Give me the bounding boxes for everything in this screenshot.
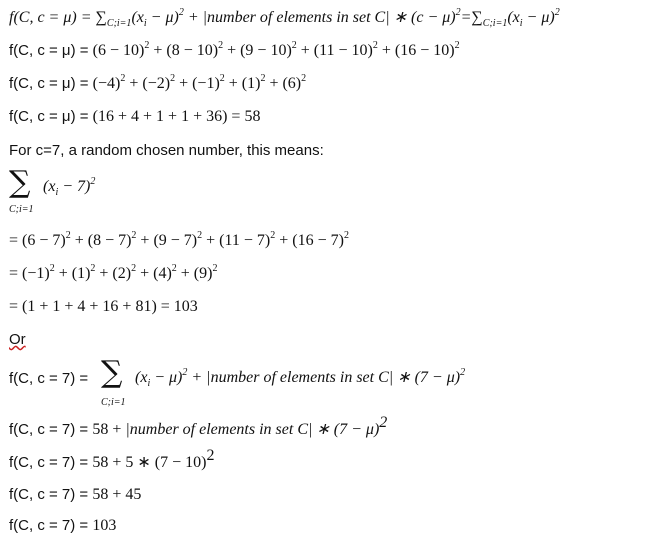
exponent: 2 bbox=[301, 73, 307, 84]
exponent: 2 bbox=[343, 230, 349, 241]
formula-lhs: f(C, c = μ) = bbox=[9, 108, 93, 125]
term: + (2) bbox=[95, 265, 132, 282]
term: (6 − 10) bbox=[92, 42, 145, 59]
index: i bbox=[143, 18, 147, 29]
formula-lhs: f(C, c = μ) = bbox=[9, 42, 93, 59]
term: + (1) bbox=[54, 265, 91, 282]
term: (x bbox=[135, 369, 148, 386]
sum-expression bbox=[9, 165, 129, 220]
exponent: 2 bbox=[120, 73, 126, 84]
term: + (4) bbox=[136, 265, 172, 282]
sum-subscript: C;i=1 bbox=[482, 18, 508, 29]
equals-lead: = bbox=[9, 298, 23, 315]
index: i bbox=[147, 378, 151, 389]
term: + (11 − 10) bbox=[296, 42, 373, 59]
term: − 7) bbox=[58, 178, 91, 195]
formula-lhs: f(C, c = μ) = bbox=[9, 9, 96, 26]
exponent: 2 bbox=[260, 73, 266, 84]
term: (6 − 7) bbox=[22, 232, 66, 249]
or-text: Or bbox=[9, 331, 26, 348]
index: i bbox=[55, 187, 59, 198]
exponent: 2 bbox=[372, 40, 378, 51]
paragraph-text: For c=7, a random chosen number, this means: bbox=[9, 142, 324, 159]
formula-lhs: f(C, c = 7) = bbox=[9, 421, 93, 438]
exponent: 2 bbox=[379, 414, 388, 431]
exponent: 2 bbox=[49, 263, 55, 274]
sum-body bbox=[135, 369, 465, 389]
term: + |number of elements in set C| ∗ (7 − μ) bbox=[187, 369, 461, 386]
exponent: 2 bbox=[454, 40, 460, 51]
formula-line-11 bbox=[9, 355, 629, 408]
exponent: 2 bbox=[291, 40, 297, 51]
formula-rhs: (16 + 4 + 1 + 1 + 36) = 58 bbox=[92, 108, 261, 125]
formula-definition bbox=[9, 9, 560, 29]
sum-symbol: ∑ bbox=[471, 9, 483, 26]
formula-rhs: 103 bbox=[92, 517, 117, 534]
term: + (11 − 7) bbox=[202, 232, 271, 249]
exponent: 2 bbox=[455, 7, 461, 18]
term: (x bbox=[507, 9, 520, 26]
formula-lhs: f(C, c = μ) = bbox=[9, 75, 93, 92]
exponent: 2 bbox=[131, 230, 137, 241]
term: + (9 − 10) bbox=[223, 42, 292, 59]
exponent: 2 bbox=[131, 263, 137, 274]
formula-lhs: f(C, c = 7) = bbox=[9, 370, 89, 387]
equals: = bbox=[460, 9, 472, 26]
formula-line-4 bbox=[9, 108, 260, 126]
exponent: 2 bbox=[197, 230, 203, 241]
formula-line-7 bbox=[9, 232, 349, 252]
equals-lead: = bbox=[9, 265, 23, 282]
formula-line-2 bbox=[9, 42, 460, 62]
exponent: 2 bbox=[170, 73, 176, 84]
sum-subscript: C;i=1 bbox=[9, 204, 34, 215]
formula-line-12 bbox=[9, 414, 388, 439]
formula-rhs: 58 + 45 bbox=[92, 486, 142, 503]
term: + (8 − 10) bbox=[149, 42, 219, 59]
term: + (9) bbox=[176, 265, 213, 282]
index: i bbox=[519, 18, 523, 29]
exponent: 2 bbox=[270, 230, 276, 241]
exponent: 2 bbox=[178, 7, 184, 18]
term: (−4) bbox=[92, 75, 121, 92]
formula-rhs: (1 + 1 + 4 + 16 + 81) = 103 bbox=[22, 298, 198, 315]
term: + |number of elements in set C| ∗ (c − μ) bbox=[183, 9, 456, 26]
formula-line-14 bbox=[9, 486, 141, 504]
formula-line-15 bbox=[9, 517, 116, 535]
term: 58 + bbox=[92, 421, 126, 438]
term: (−1) bbox=[22, 265, 50, 282]
sum-symbol: ∑ bbox=[101, 355, 123, 390]
exponent: 2 bbox=[90, 263, 96, 274]
term: (x bbox=[43, 178, 56, 195]
exponent: 2 bbox=[218, 40, 224, 51]
term: + (16 − 10) bbox=[377, 42, 455, 59]
formula-rhs: 58 + 5 ∗ (7 − 10) bbox=[92, 454, 207, 471]
term: |number of elements in set C| ∗ (7 − μ) bbox=[125, 421, 380, 438]
exponent: 2 bbox=[90, 176, 96, 187]
sum-subscript: C;i=1 bbox=[101, 397, 126, 408]
term: + (1) bbox=[224, 75, 261, 92]
sum-symbol: ∑ bbox=[95, 9, 107, 26]
exponent: 2 bbox=[554, 7, 560, 18]
term: − μ) bbox=[146, 9, 179, 26]
formula-line-13 bbox=[9, 447, 215, 472]
exponent: 2 bbox=[144, 40, 150, 51]
exponent: 2 bbox=[182, 367, 188, 378]
term: + (16 − 7) bbox=[275, 232, 344, 249]
term: − μ) bbox=[150, 369, 183, 386]
exponent: 2 bbox=[65, 230, 71, 241]
formula-lhs: f(C, c = 7) = bbox=[9, 454, 93, 471]
exponent: 2 bbox=[219, 73, 225, 84]
formula-line-8 bbox=[9, 265, 217, 285]
sum-symbol: ∑ bbox=[9, 165, 31, 200]
term: + (8 − 7) bbox=[70, 232, 132, 249]
exponent: 2 bbox=[212, 263, 218, 274]
formula-lhs: f(C, c = 7) = bbox=[9, 517, 93, 534]
term: + (9 − 7) bbox=[136, 232, 198, 249]
term: + (−1) bbox=[175, 75, 220, 92]
equals-lead: = bbox=[9, 232, 23, 249]
exponent: 2 bbox=[171, 263, 177, 274]
exponent: 2 bbox=[460, 367, 466, 378]
formula-line-3 bbox=[9, 75, 306, 95]
sum-subscript: C;i=1 bbox=[106, 18, 132, 29]
term: − μ) bbox=[522, 9, 555, 26]
sum-body bbox=[43, 178, 95, 196]
term: + (6) bbox=[265, 75, 302, 92]
formula-lhs: f(C, c = 7) = bbox=[9, 486, 93, 503]
term: + (−2) bbox=[125, 75, 171, 92]
exponent: 2 bbox=[206, 447, 215, 464]
term: (x bbox=[131, 9, 144, 26]
formula-line-9 bbox=[9, 298, 198, 316]
